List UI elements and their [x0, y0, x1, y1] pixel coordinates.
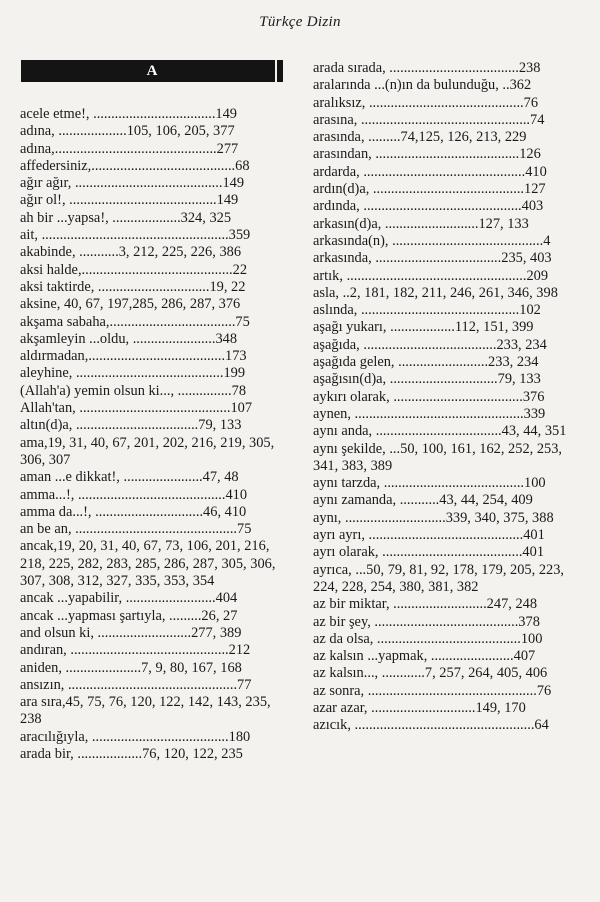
index-entry: aykırı olarak, ....................................376 [313, 388, 545, 405]
index-entry: ardarda, .............................................410 [313, 163, 547, 180]
index-entry: ardın(d)a, ..........................................127 [313, 181, 546, 198]
index-entry: artık, ..................................................209 [313, 267, 549, 284]
index-entry: arada bir, ..................76, 120, 122, 235 [20, 745, 243, 762]
index-entry: aşağı yukarı, ..................112, 151, 399 [313, 319, 534, 336]
index-entry: aynen, ...............................................339 [313, 405, 546, 422]
index-entry: adına,.............................................277 [20, 140, 239, 157]
index-entry: aynı anda, ...................................43, 44, 351 [313, 423, 567, 440]
index-entry: aynı, ............................339, 340, 375, 388 [313, 509, 554, 526]
index-entry: amma da...!, ..............................46, 410 [20, 503, 247, 520]
index-entry: az bir miktar, ..........................247, 248 [313, 596, 538, 613]
index-entry: az kalsın..., ............7, 257, 264, 405, 406 [313, 665, 548, 682]
index-entry: az sonra, ...............................................76 [313, 682, 552, 699]
index-entry: an be an, .............................................75 [20, 521, 252, 538]
index-entry: aldırmadan,......................................173 [20, 348, 247, 365]
index-entry: ama,19, 31, 40, 67, 201, 202, 216, 219, 305, 306, 307 [20, 434, 275, 468]
index-entry: aynı zamanda, ...........43, 44, 254, 409 [313, 492, 533, 509]
index-entry: aralıksız, ...........................................76 [313, 94, 539, 111]
index-entry: aniden, .....................7, 9, 80, 167, 168 [20, 659, 242, 676]
index-entry: aksine, 40, 67, 197,285, 286, 287, 376 [20, 296, 241, 313]
index-entry: aşağısın(d)a, ..............................79, 133 [313, 371, 541, 388]
index-entry: akabinde, ...........3, 212, 225, 226, 386 [20, 244, 242, 261]
index-entry: amma...!, .........................................410 [20, 486, 248, 503]
index-entry: aralarında ...(n)ın da bulunduğu, ..362 [313, 77, 532, 94]
index-entry: ara sıra,45, 75, 76, 120, 122, 142, 143, 235, 238 [20, 694, 271, 728]
index-entry: aksi halde,..........................................22 [20, 261, 248, 278]
index-entry: ayrı olarak, .......................................401 [313, 544, 545, 561]
section-letter-bar: A [21, 60, 283, 82]
index-entry: ağır ol!, .........................................149 [20, 192, 239, 209]
index-entry: altın(d)a, ..................................79, 133 [20, 417, 242, 434]
index-entry: azar azar, .............................149, 170 [313, 699, 526, 716]
index-entry: and olsun ki, ..........................277, 389 [20, 624, 242, 641]
index-entry: ancak ...yapması şartıyla, .........26, 27 [20, 607, 238, 624]
index-entry: aman ...e dikkat!, ......................47, 48 [20, 469, 239, 486]
index-entry: ayrı ayrı, ...........................................401 [313, 527, 545, 544]
index-entry: asla, ..2, 181, 182, 211, 246, 261, 346, 398 [313, 284, 558, 301]
index-entry: ait, ....................................................359 [20, 227, 251, 244]
index-entry: az kalsın ...yapmak, .......................407 [313, 648, 536, 665]
index-entry: arasından, ........................................126 [313, 146, 541, 163]
index-entry: ah bir ...yapsa!, ...................324, 325 [20, 209, 232, 226]
index-entry: arasında, .........74,125, 126, 213, 229 [313, 129, 527, 146]
right-column [313, 60, 581, 735]
index-entry: arkasında, ...................................235, 403 [313, 250, 552, 267]
index-entry: arkasında(n), ..........................................4 [313, 232, 551, 249]
index-entry: acele etme!, ..................................149 [20, 106, 238, 122]
index-entry: ağır ağır, .........................................149 [20, 175, 245, 192]
index-entry: akşamleyin ...oldu, .......................348 [20, 330, 238, 347]
index-entry: aynı şekilde, ...50, 100, 161, 162, 252, 253, 341, 383, 389 [313, 440, 563, 474]
index-entry: ancak ...yapabilir, .........................404 [20, 590, 238, 607]
index-entry: andıran, ............................................212 [20, 642, 251, 659]
index-entry: ansızın, ...............................................77 [20, 676, 252, 693]
index-entry: ancak,19, 20, 31, 40, 67, 73, 106, 201, 216, 218, 225, 282, 283, 285, 286, 287, 305, 306, 307, 308, 312, 327, 335, 353, 354 [20, 538, 276, 590]
index-entry: arada sırada, ....................................238 [313, 60, 541, 76]
index-entry: aracılığıyla, ......................................180 [20, 728, 251, 745]
index-entry: adına, ...................105, 106, 205, 377 [20, 123, 235, 140]
index-entry: aşağıda, .....................................233, 234 [313, 336, 547, 353]
index-entry: arasına, ...............................................74 [313, 111, 545, 128]
index-entry: az bir şey, ........................................378 [313, 613, 540, 630]
index-entry: aleyhine, .........................................199 [20, 365, 246, 382]
left-column [20, 60, 288, 763]
left-entry-list [20, 106, 288, 763]
index-entry: az da olsa, ........................................100 [313, 630, 543, 647]
index-entry: aşağıda gelen, .........................233, 234 [313, 354, 539, 371]
right-entry-list [313, 60, 581, 735]
index-entry: ardında, ............................................403 [313, 198, 544, 215]
index-entry: ayrıca, ...50, 79, 81, 92, 178, 179, 205, 223, 224, 228, 254, 380, 381, 382 [313, 561, 565, 595]
index-entry: akşama sabaha,...................................75 [20, 313, 250, 330]
index-entry: aksi taktirde, ...............................19, 22 [20, 278, 246, 295]
index-entry: aslında, ............................................102 [313, 302, 541, 319]
index-entry: arkasın(d)a, ..........................127, 133 [313, 215, 529, 232]
index-entry: azıcık, ..................................................64 [313, 717, 549, 734]
running-head-title: Türkçe Dizin [259, 14, 341, 30]
index-entry: affedersiniz,........................................68 [20, 157, 250, 174]
index-entry: Allah'tan, ..........................................107 [20, 400, 253, 417]
index-entry: (Allah'a) yemin olsun ki..., ...............78 [20, 382, 247, 399]
index-entry: aynı tarzda, .......................................100 [313, 475, 546, 492]
